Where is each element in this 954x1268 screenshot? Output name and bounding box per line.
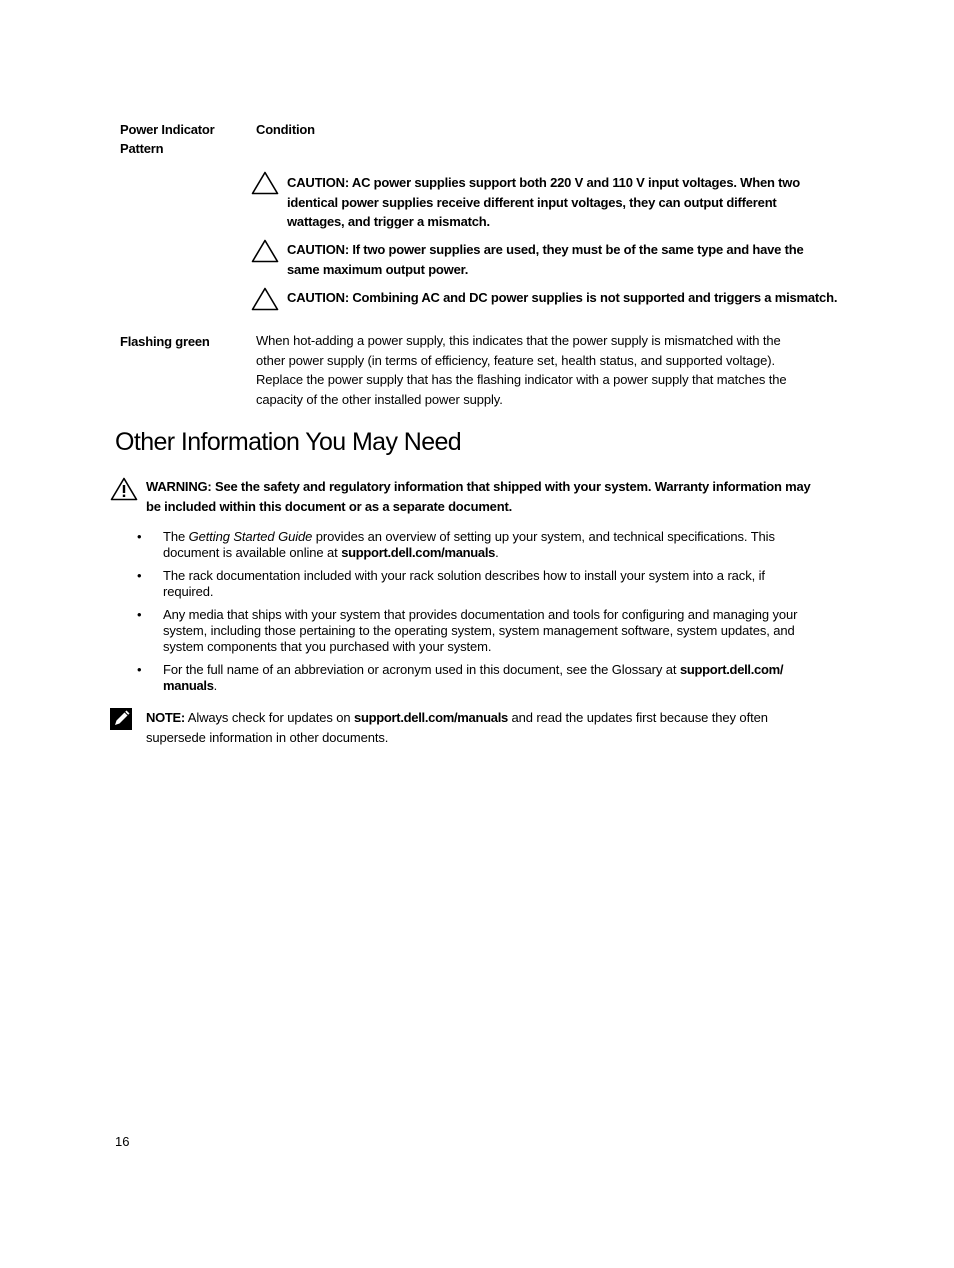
row-condition-text: When hot-adding a power supply, this indicates that the power supply is mismatched with the other power supply (in terms of efficiency, feature set, health status, and supported voltage). Replace the power supply that has the flashing indicator with a power supply that matches the capacity of the other installed power supply.: [256, 333, 787, 407]
bullet-text: .: [213, 678, 218, 693]
warning-text: WARNING: See the safety and regulatory information that shipped with your system. Warranty information may be included within this document or as a separate document.: [146, 479, 811, 514]
note-label: NOTE:: [146, 710, 185, 725]
bullet-text: For the full name of an abbreviation or acronym used in this document, see the Glossary at: [163, 662, 680, 677]
bullet-mark: •: [137, 607, 142, 622]
caution-same-type: CAUTION: If two power supplies are used, they must be of the same type and have the same maximum output power.: [287, 242, 804, 277]
note-pencil-icon: [110, 708, 132, 730]
table-header-indicator-pattern: Power Indicator Pattern: [120, 122, 215, 156]
bullet-text: Any media that ships with your system that provides documentation and tools for configuring and managing your system, including those pertaining to the operating system, system management software, system updates, and system components that you purchased with your system.: [163, 607, 798, 654]
caution-icon: [251, 239, 279, 263]
page-number: 16: [115, 1134, 130, 1149]
note-body: and read the updates first because they often supersede information in other documents.: [146, 710, 768, 745]
bullet-text: The: [163, 529, 189, 544]
bullet-mark: •: [137, 529, 142, 544]
updates-link[interactable]: support.dell.com/manuals: [354, 710, 508, 725]
row-label-flashing-green: Flashing green: [120, 334, 210, 349]
bullet-mark: •: [137, 662, 142, 677]
bullet-text: .: [495, 545, 499, 560]
note-text: [146, 708, 811, 747]
list-item: [137, 607, 812, 655]
list-item: [137, 662, 812, 694]
table-header-condition: Condition: [256, 122, 315, 137]
support-link[interactable]: support.dell.com/manuals: [341, 545, 496, 560]
caution-ac-power-supplies: CAUTION: AC power supplies support both 220 V and 110 V input voltages. When two identical power supplies receive different input voltages, they can output different wattages, and trigger a mismatch.: [287, 175, 800, 229]
warning-icon: [110, 477, 138, 501]
list-item: [137, 568, 812, 600]
section-title: Other Information You May Need: [115, 428, 462, 456]
caution-ac-dc-mix: CAUTION: Combining AC and DC power supplies is not supported and triggers a mismatch.: [287, 290, 838, 305]
list-item: [137, 529, 812, 561]
bullet-text: provides an overview of setting up your system, and technical specifications. This document is available online at: [163, 529, 775, 560]
bullet-text: The rack documentation included with your rack solution describes how to install your system into a rack, if required.: [163, 568, 765, 599]
note-body: Always check for updates on: [184, 710, 355, 725]
info-bullet-list: [137, 529, 812, 701]
getting-started-guide-title: Getting Started Guide: [188, 529, 313, 544]
caution-icon: [251, 171, 279, 195]
caution-icon: [251, 287, 279, 311]
bullet-mark: •: [137, 568, 142, 583]
glossary-link[interactable]: support.dell.com/ manuals: [163, 662, 784, 693]
